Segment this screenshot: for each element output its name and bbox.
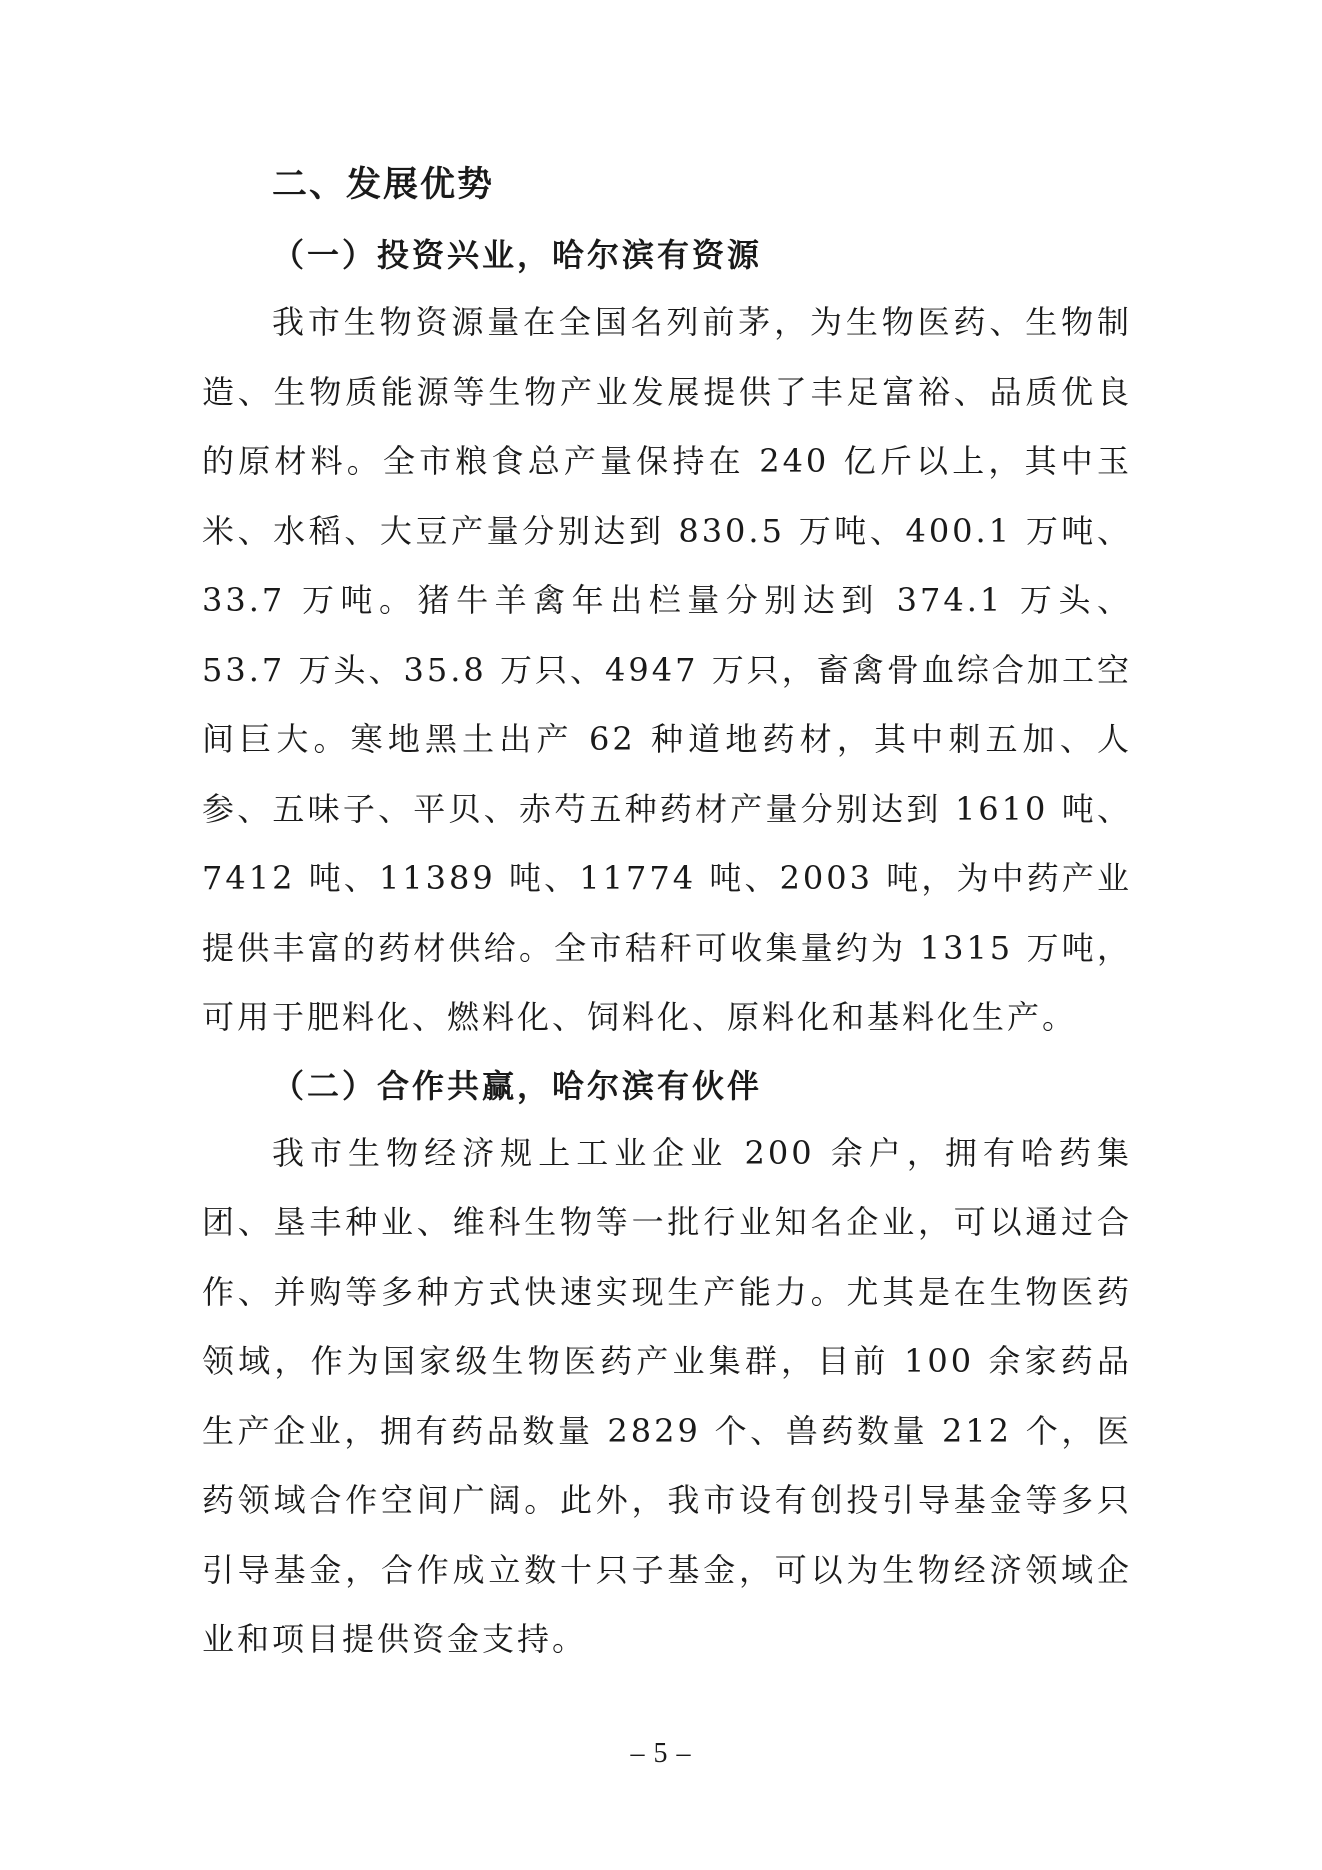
- subsection-title-2: （二）合作共赢，哈尔滨有伙伴: [272, 1066, 763, 1105]
- paragraph-1: 我市生物资源量在全国名列前茅，为生物医药、生物制造、生物质能源等生物产业发展提供了丰足富裕、品质优良的原材料。全市粮食总产量保持在 240 亿斤以上，其中玉米、水稻、大豆产量分别达到 830.5 万吨、400.1 万吨、33.7 万吨。猪牛羊禽年出栏量分别达到 374.1 万头、53.7 万头、35.8 万只、4947 万只，畜禽骨血综合加工空间巨大。寒地黑土出产 62 种道地药材，其中刺五加、人参、五味子、平贝、赤芍五种药材产量分别达到 1610 吨、7412 吨、11389 吨、11774 吨、2003 吨，为中药产业提供丰富的药材供给。全市秸秆可收集量约为 1315 万吨，可用于肥料化、燃料化、饲料化、原料化和基料化生产。: [202, 303, 1132, 1036]
- page-number: – 5 –: [630, 1738, 692, 1769]
- document-body: [202, 152, 1132, 1675]
- subsection-title-1: （一）投资兴业，哈尔滨有资源: [272, 236, 763, 274]
- paragraph-2: 我市生物经济规上工业企业 200 余户，拥有哈药集团、垦丰种业、维科生物等一批行业知名企业，可以通过合作、并购等多种方式快速实现生产能力。尤其是在生物医药领域，作为国家级生物医药产业集群，目前 100 余家药品生产企业，拥有药品数量 2829 个、兽药数量 212 个，医药领域合作空间广阔。此外，我市设有创投引导基金等多只引导基金，合作成立数十只子基金，可以为生物经济领域企业和项目提供资金支持。: [202, 1133, 1132, 1658]
- section-title: 二、发展优势: [272, 165, 495, 205]
